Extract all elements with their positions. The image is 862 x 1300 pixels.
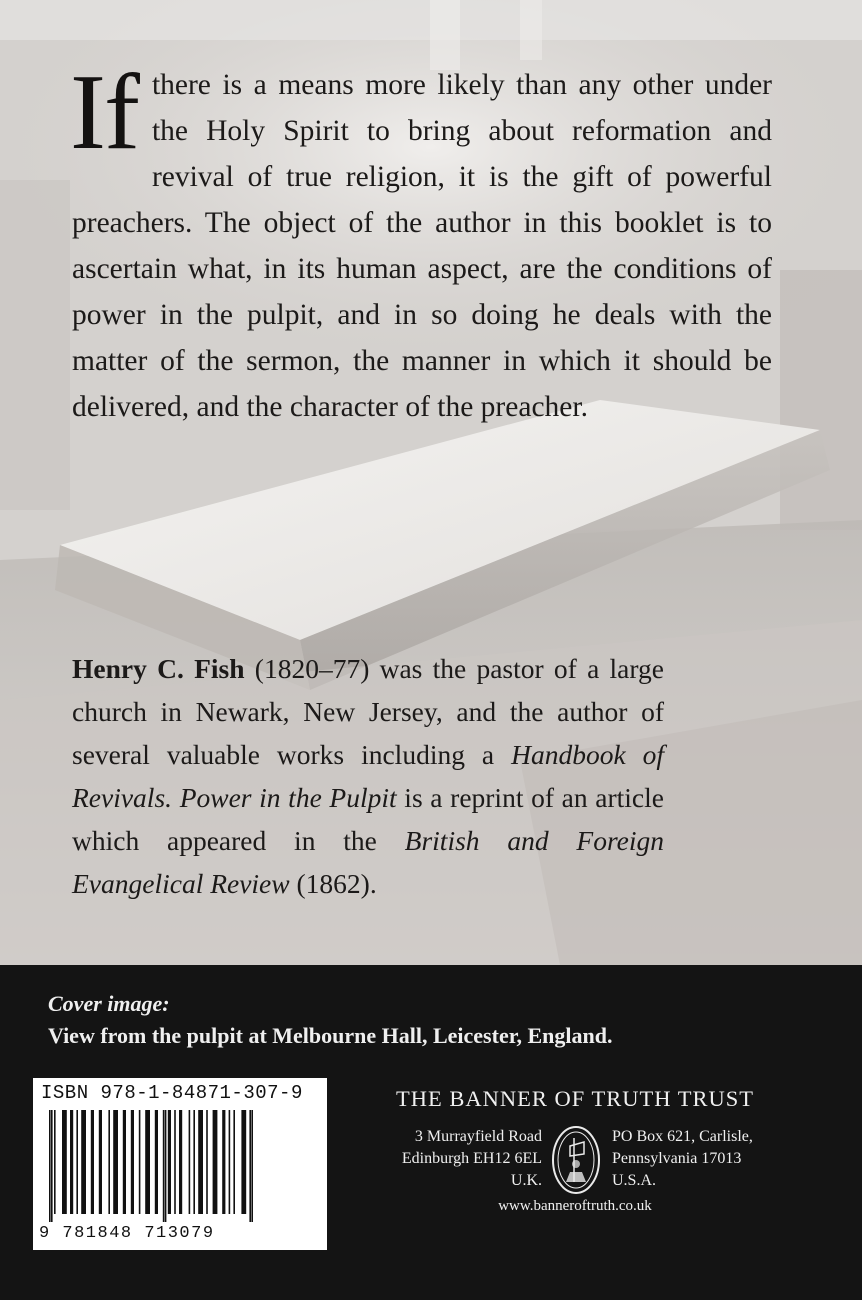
barcode-bar bbox=[229, 1110, 231, 1214]
barcode-bar bbox=[123, 1110, 126, 1214]
isbn-label: ISBN 978-1-84871-307-9 bbox=[41, 1082, 303, 1104]
journal-title: British and Foreign Evangelical Review bbox=[72, 825, 664, 899]
address-line: Pennsylvania 17013 bbox=[612, 1150, 742, 1167]
book-blurb bbox=[70, 53, 772, 430]
barcode-bar bbox=[241, 1110, 246, 1214]
barcode-bar bbox=[76, 1110, 78, 1214]
barcode-bar bbox=[198, 1110, 203, 1214]
address-carlisle bbox=[612, 1126, 792, 1192]
barcode-bars bbox=[45, 1110, 315, 1222]
drop-cap: If bbox=[70, 53, 138, 172]
barcode-bar bbox=[222, 1110, 225, 1214]
publisher-name: THE BANNER OF TRUTH TRUST bbox=[396, 1086, 754, 1111]
barcode-bar bbox=[189, 1110, 191, 1214]
barcode-bar bbox=[206, 1110, 208, 1214]
address-line: PO Box 621, Carlisle, bbox=[612, 1128, 753, 1145]
publisher-block bbox=[350, 1086, 800, 1214]
barcode-bar bbox=[168, 1110, 171, 1214]
author-bio-space bbox=[172, 782, 180, 813]
author-name: Henry C. Fish bbox=[72, 653, 245, 684]
blurb-text: there is a means more likely than any other under the Holy Spirit to bring about reformation and revival of true religion, it is the gift of powerful preachers. The object of the author in this booklet is to ascertain what, in its human aspect, are the conditions of power in the pulpit, and in so doing he deals with the matter of the sermon, the manner in which it should be delivered, and the character of the preacher. bbox=[72, 69, 772, 423]
barcode-bar bbox=[70, 1110, 73, 1214]
barcode-bar bbox=[91, 1110, 94, 1214]
barcode-bar bbox=[174, 1110, 176, 1214]
barcode-guard-bar bbox=[249, 1110, 251, 1222]
barcode-bar bbox=[193, 1110, 195, 1214]
address-line: Edinburgh EH12 6EL bbox=[401, 1150, 542, 1167]
barcode-bar bbox=[213, 1110, 218, 1214]
barcode-guard-bar bbox=[51, 1110, 53, 1222]
barcode-guard-bar bbox=[165, 1110, 167, 1222]
publisher-website[interactable]: www.banneroftruth.co.uk bbox=[498, 1198, 652, 1214]
author-bio-text-3: (1862). bbox=[289, 868, 377, 899]
book-title-power: Power in the Pulpit bbox=[179, 782, 397, 813]
address-line: U.K. bbox=[510, 1172, 542, 1189]
footer-band bbox=[0, 965, 862, 1300]
barcode-bar bbox=[62, 1110, 67, 1214]
barcode-bar bbox=[99, 1110, 102, 1214]
barcode-bar bbox=[81, 1110, 86, 1214]
barcode-bar bbox=[155, 1110, 158, 1214]
barcode-bar bbox=[113, 1110, 118, 1214]
barcode-bar bbox=[139, 1110, 141, 1214]
cover-image-label: Cover image: bbox=[48, 991, 170, 1016]
barcode-bar bbox=[179, 1110, 182, 1214]
barcode-guard-bar bbox=[163, 1110, 165, 1222]
banner-of-truth-seal-icon bbox=[550, 1124, 602, 1196]
barcode-bar bbox=[108, 1110, 110, 1214]
book-title-handbook: Handbook of Revivals. bbox=[72, 739, 664, 813]
address-line: 3 Murrayfield Road bbox=[414, 1128, 542, 1145]
author-bio-text-2: is a reprint of an article which appeared in the bbox=[72, 782, 664, 856]
author-bio bbox=[72, 647, 664, 905]
barcode-digits: 9 781848 713079 bbox=[39, 1224, 215, 1243]
barcode-bar bbox=[131, 1110, 134, 1214]
author-bio-text-1: (1820–77) was the pastor of a large church in Newark, New Jersey, and the author of several valuable works including a bbox=[72, 653, 665, 770]
cover-image-description: View from the pulpit at Melbourne Hall, Leicester, England. bbox=[48, 1023, 613, 1048]
barcode-bar bbox=[233, 1110, 235, 1214]
isbn-barcode bbox=[33, 1078, 327, 1250]
barcode-guard-bar bbox=[49, 1110, 51, 1222]
barcode-bar bbox=[145, 1110, 150, 1214]
barcode-bar bbox=[54, 1110, 56, 1214]
address-edinburgh bbox=[370, 1126, 542, 1192]
address-line: U.S.A. bbox=[612, 1172, 657, 1189]
barcode-guard-bar bbox=[251, 1110, 253, 1222]
